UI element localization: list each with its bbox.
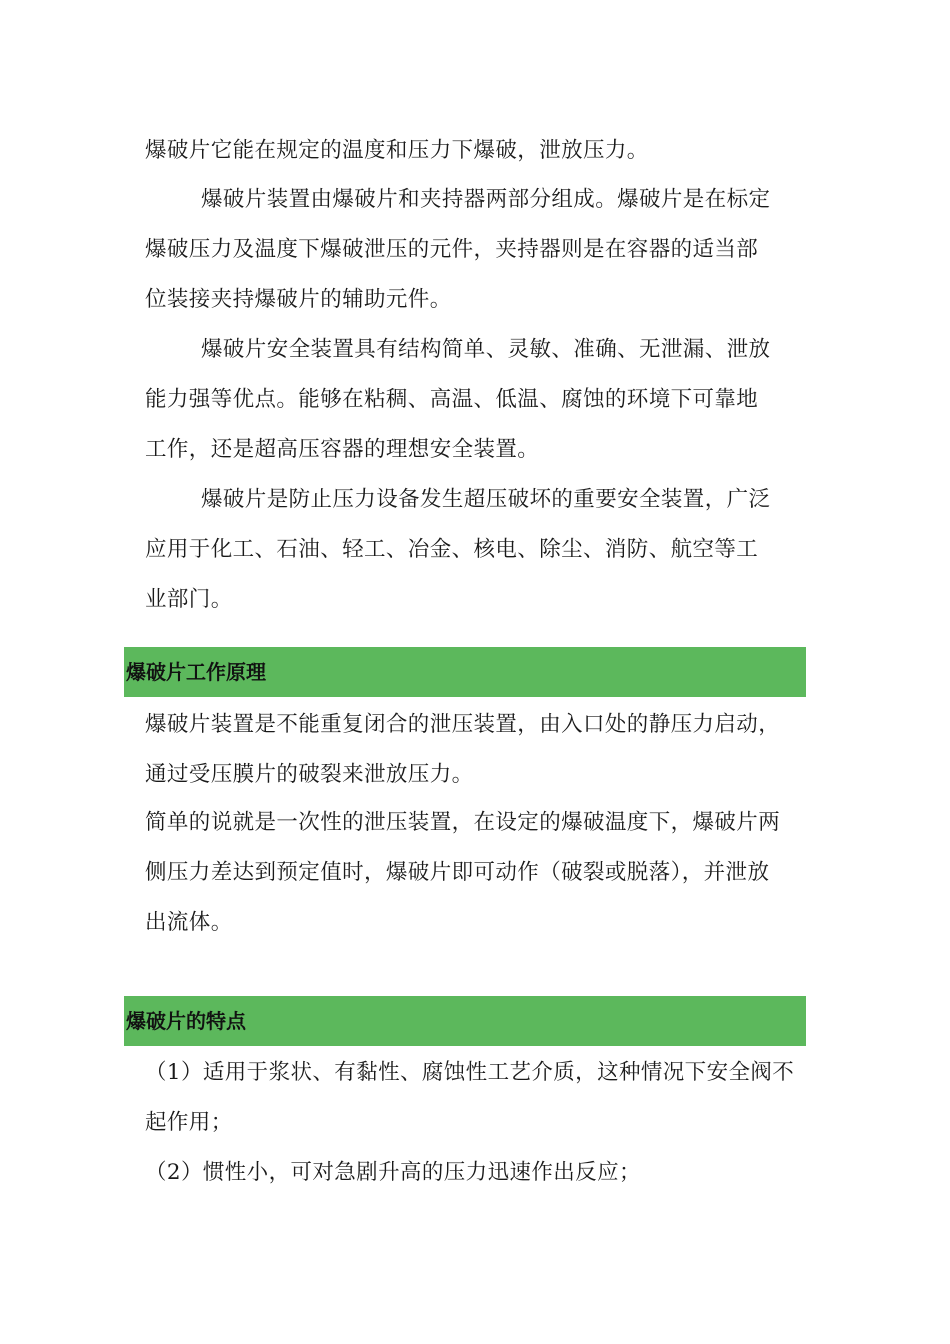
intro-paragraph-line: 爆破片装置由爆破片和夹持器两部分组成。爆破片是在标定 (201, 187, 771, 212)
section-heading-working-principle (124, 647, 806, 697)
section1-text-line: 侧压力差达到预定值时，爆破片即可动作（破裂或脱落），并泄放 (145, 860, 770, 885)
intro-paragraph-line: 爆破片它能在规定的温度和压力下爆破，泄放压力。 (145, 138, 649, 163)
intro-paragraph-line: 工作，还是超高压容器的理想安全装置。 (145, 437, 540, 462)
intro-paragraph-line: 爆破片是防止压力设备发生超压破坏的重要安全装置，广泛 (201, 487, 771, 512)
section1-text-line: 通过受压膜片的破裂来泄放压力。 (145, 762, 474, 787)
section1-text-line: 简单的说就是一次性的泄压装置，在设定的爆破温度下，爆破片两 (145, 810, 781, 835)
intro-paragraph-line: 位装接夹持爆破片的辅助元件。 (145, 287, 452, 312)
intro-paragraph-line: 能力强等优点。能够在粘稠、高温、低温、腐蚀的环境下可靠地 (145, 387, 759, 412)
section-title: 爆破片工作原理 (126, 660, 266, 684)
section2-text-line: 起作用； (145, 1110, 233, 1135)
section1-text-line: 爆破片装置是不能重复闭合的泄压装置，由入口处的静压力启动， (145, 712, 781, 737)
section2-text-line: （2）惯性小，可对急剧升高的压力迅速作出反应； (145, 1160, 641, 1185)
section2-text-line: （1）适用于浆状、有黏性、腐蚀性工艺介质，这种情况下安全阀不 (145, 1060, 795, 1085)
intro-paragraph-line: 爆破片安全装置具有结构简单、灵敏、准确、无泄漏、泄放 (201, 337, 771, 362)
intro-paragraph-line: 业部门。 (145, 587, 233, 612)
section1-text-line: 出流体。 (145, 910, 233, 935)
section-title: 爆破片的特点 (126, 1009, 246, 1033)
intro-paragraph-line: 爆破压力及温度下爆破泄压的元件，夹持器则是在容器的适当部 (145, 237, 759, 262)
section-heading-features (124, 996, 806, 1046)
intro-paragraph-line: 应用于化工、石油、轻工、冶金、核电、除尘、消防、航空等工 (145, 537, 759, 562)
